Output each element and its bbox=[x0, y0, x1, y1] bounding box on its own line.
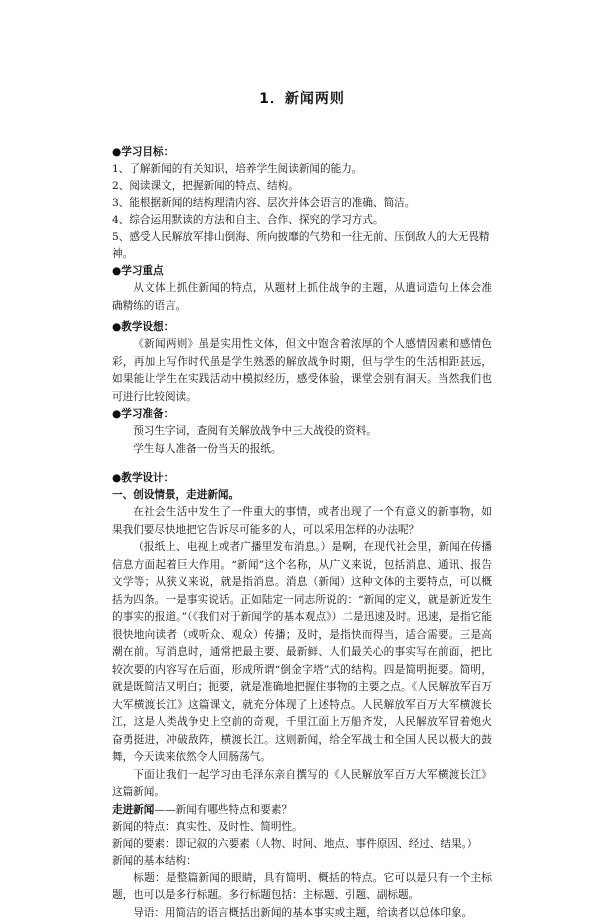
objective-item: 3、能根据新闻的结构理清内容、层次并体会语言的准确、简洁。 bbox=[112, 195, 492, 212]
objectives-heading: ●学习目标： bbox=[112, 144, 492, 161]
objective-item: 4、综合运用默读的方法和自主、合作、探究的学习方式。 bbox=[112, 212, 492, 229]
concept-heading: ●教学设想： bbox=[112, 319, 492, 336]
news-elements: 新闻的要素：即记叙的六要素（人物、时间、地点、事件原因、经过、结果。） bbox=[112, 836, 492, 853]
design-part-one: 一、创设情景，走进新闻。 bbox=[112, 487, 492, 504]
prep-item: 预习生字词，查阅有关解放战争中三大战役的资料。 bbox=[112, 423, 492, 441]
design-subheading bbox=[112, 802, 492, 819]
prep-item: 学生每人准备一份当天的报纸。 bbox=[112, 441, 492, 459]
objective-item: 2、阅读课文，把握新闻的特点、结构。 bbox=[112, 178, 492, 195]
news-structure: 新闻的基本结构： bbox=[112, 853, 492, 870]
design-paragraph: 标题：是整篇新闻的眼睛，具有简明、概括的特点。它可以是只有一个主标题，也可以是多行标题。多行标题包括：主标题、引题、副标题。 bbox=[112, 870, 492, 905]
news-features: 新闻的特点：真实性、及时性、简明性。 bbox=[112, 819, 492, 836]
design-paragraph: （报纸上、电视上或者广播里发布消息。）是啊，在现代社会里，新闻在传播信息方面起着巨大作用。“新闻”这个名称，从广义来说，包括消息、通讯、报告文学等；从狭义来说，就是指消息。消息（新闻）这种文体的主要特点，可以概括为四条。一是事实说话。正如陆定一同志所说的：“新闻的定义，就是新近发生的事实的报道。”（《我们对于新闻学的基本观点》）二是迅速及时。迅速，是指它能很快地向读者（或听众、观众）传播；及时，是指快而得当，适合需要。三是高潮在前。写消息时，通常把最主要、最新鲜、人们最关心的事实写在前面，把比较次要的内容写在后面，形成所谓“倒金字塔”式的结构。四是简明扼要。简明，就是既简洁又明白；扼要，就是准确地把握住事物的主要之点。《人民解放军百万大军横渡长江》这篇课文，就充分体现了上述特点。人民解放军百万大军横渡长江，这是人类战争史上空前的奇观，千里江面上万船齐发，人民解放军冒着炮火奋勇挺进，冲破敌阵，横渡长江。这则新闻，给全军战士和全国人民以极大的鼓舞，今天读来依然令人回肠荡气。 bbox=[112, 539, 492, 767]
design-paragraph: 在社会生活中发生了一件重大的事情，或者出现了一个有意义的新事物，如果我们要尽快地把它告诉尽可能多的人，可以采用怎样的办法呢？ bbox=[112, 504, 492, 539]
objective-item: 5、感受人民解放军排山倒海、所向披靡的气势和一往无前、压倒敌人的大无畏精神。 bbox=[112, 229, 492, 263]
design-subheading-rest: ——新闻有哪些特点和要素？ bbox=[154, 804, 292, 816]
prep-heading: ●学习准备： bbox=[112, 406, 492, 423]
design-subheading-label: 走进新闻 bbox=[112, 804, 154, 816]
concept-text: 《新闻两则》虽是实用性文体，但文中饱含着浓厚的个人感情因素和感情色彩，再加上写作时代虽是学生熟悉的解放战争时期，但与学生的生活相距甚远，如果能让学生在实践活动中模拟经历，感受体验，课堂会别有洞天。当然我们也可进行比较阅读。 bbox=[112, 336, 492, 406]
focus-heading: ●学习重点 bbox=[112, 263, 492, 280]
objective-item: 1、了解新闻的有关知识，培养学生阅读新闻的能力。 bbox=[112, 161, 492, 178]
page-title: 1．新闻两则 bbox=[112, 88, 492, 108]
focus-text: 从文体上抓住新闻的特点，从题材上抓住战争的主题，从遣词造句上体会准确精练的语言。 bbox=[112, 280, 492, 315]
design-paragraph: 导语：用简洁的语言概括出新闻的基本事实或主题，给读者以总体印象。 bbox=[112, 905, 492, 922]
design-paragraph: 下面让我们一起学习由毛泽东亲自撰写的《人民解放军百万大军横渡长江》这篇新闻。 bbox=[112, 767, 492, 802]
design-heading: ●教学设计： bbox=[112, 470, 492, 487]
